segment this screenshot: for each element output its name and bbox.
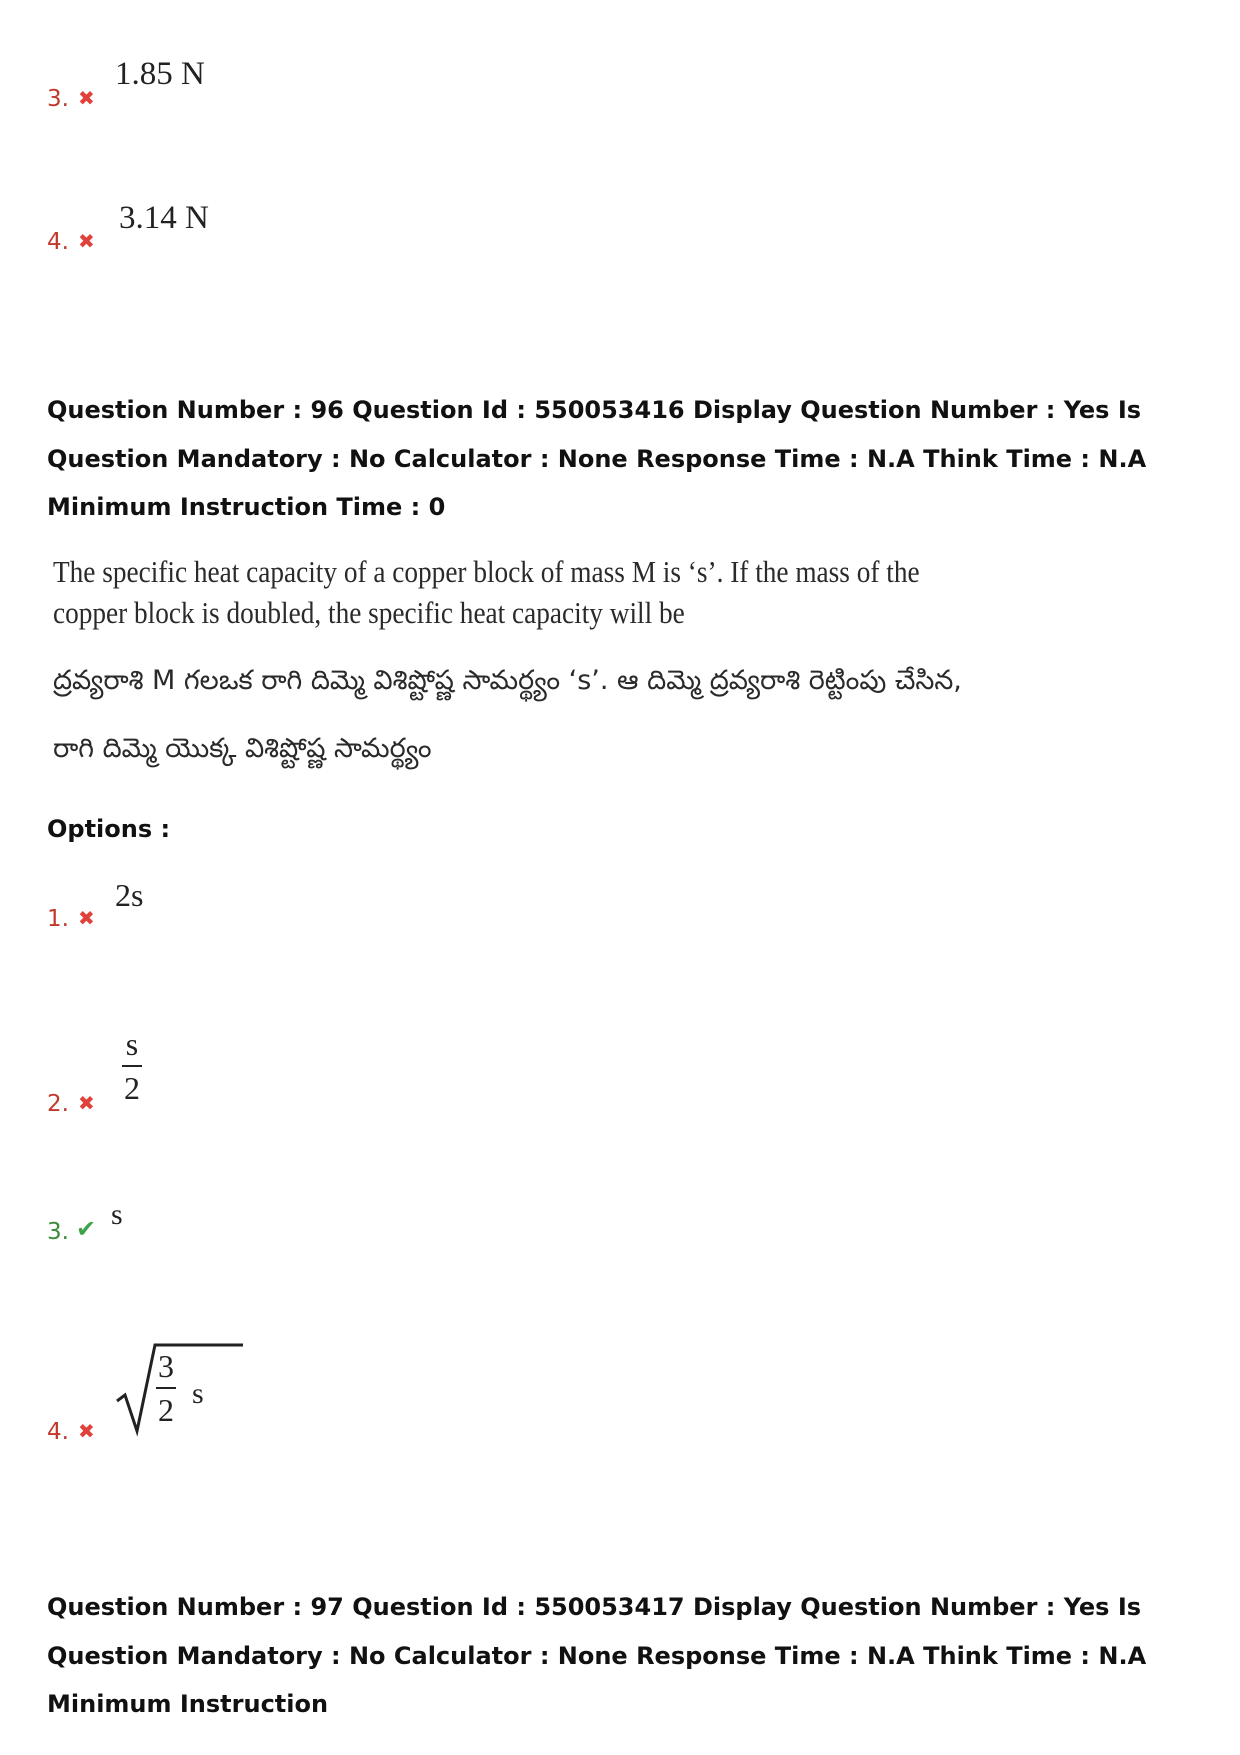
question-text-te-line-2: రాగి దిమ్మె యొక్క విశిష్టోష్ణ సామర్థ్యం [53, 733, 432, 764]
question-text-en-line-2: copper block is doubled, the specific heat capacity will be [53, 595, 685, 630]
option-2 [47, 1025, 347, 1135]
cross-icon: ✖ [78, 229, 95, 253]
cross-icon: ✖ [78, 1419, 95, 1443]
option-3 [47, 1198, 347, 1263]
option-number: 4. [47, 1419, 69, 1445]
option-value-suffix: s [192, 1377, 204, 1410]
fraction-bar [156, 1387, 176, 1389]
question-text-te-line-1: ద్రవ్యరాశి M గలఒక రాగి దిమ్మె విశిష్టోష్ణ సామర్థ్యం ‘s’. ఆ దిమ్మె ద్రవ్యరాశి రెట్టింపు చేసిన, [53, 665, 962, 696]
option-1 [47, 877, 347, 940]
fraction-s-over-2 [122, 1025, 142, 1107]
cross-icon: ✖ [78, 906, 95, 930]
option-number: 3. [47, 1219, 69, 1245]
option-4 [47, 1335, 347, 1455]
options-label: Options : [47, 815, 171, 843]
option-value: 3.14 N [119, 200, 209, 236]
option-number: 2. [47, 1091, 69, 1117]
check-icon: ✔ [76, 1215, 97, 1243]
fraction-denominator: 2 [124, 1070, 140, 1106]
option-number: 3. [47, 86, 69, 112]
fraction-numerator: 3 [158, 1348, 174, 1384]
option-number: 4. [47, 229, 69, 255]
square-root-sign [115, 1337, 245, 1437]
fraction-numerator: s [125, 1026, 139, 1062]
cross-icon: ✖ [78, 86, 95, 110]
question-text-en-line-1: The specific heat capacity of a copper block of mass M is ‘s’. If the mass of the [53, 554, 920, 589]
fraction-denominator: 2 [158, 1392, 174, 1428]
fraction-3-over-2 [156, 1347, 176, 1429]
question-96-header: Question Number : 96 Question Id : 550053416 Display Question Number : Yes Is Question Mandatory : No Calculator : None Response Time : N.A Think Time : N.A Minimum Instruction Time : 0 [47, 396, 1147, 521]
cross-icon: ✖ [78, 1091, 95, 1115]
prev-option-3 [47, 58, 347, 118]
option-number: 1. [47, 906, 69, 932]
prev-option-4 [47, 200, 347, 263]
fraction-bar [122, 1065, 142, 1067]
option-value: 1.85 N [115, 56, 205, 92]
option-value: 2s [115, 877, 144, 913]
option-value: s [111, 1198, 123, 1231]
question-97-header: Question Number : 97 Question Id : 550053417 Display Question Number : Yes Is Question Mandatory : No Calculator : None Response Time : N.A Think Time : N.A Minimum Instruction [47, 1593, 1147, 1718]
